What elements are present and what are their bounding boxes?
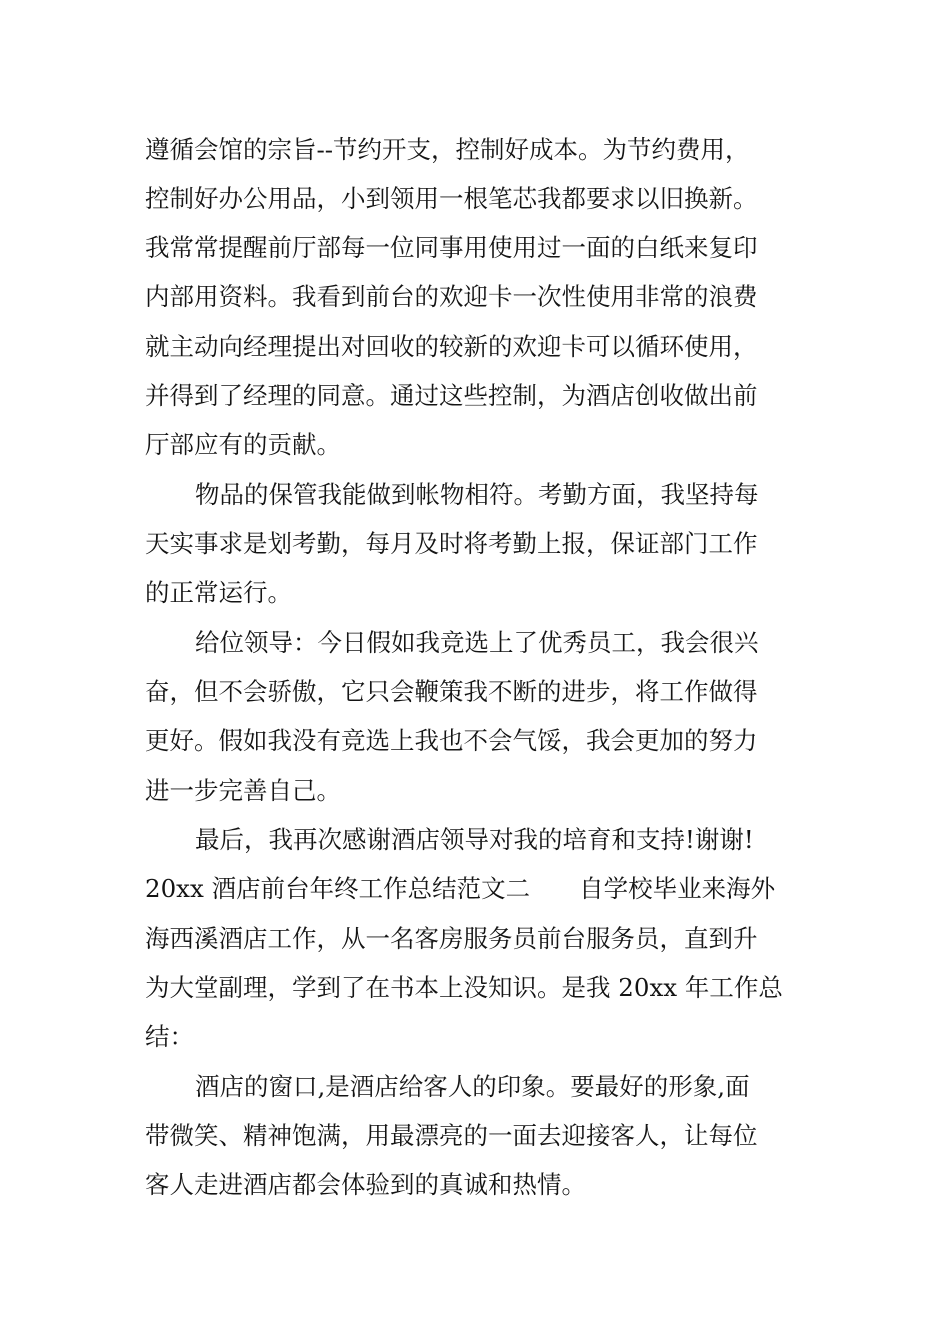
text-line: 就主动向经理提出对回收的较新的欢迎卡可以循环使用，	[145, 332, 758, 361]
section-heading-line: 20xx 酒店前台年终工作总结范文二 自学校毕业来海外	[145, 874, 776, 903]
text-line: 结：	[145, 1022, 194, 1051]
text-line: 并得到了经理的同意。通过这些控制，为酒店创收做出前	[145, 381, 758, 410]
text-line: 奋，但不会骄傲，它只会鞭策我不断的进步，将工作做得	[145, 677, 758, 706]
text-line: 更好。假如我没有竞选上我也不会气馁，我会更加的努力	[145, 726, 758, 755]
text-line: 内部用资料。我看到前台的欢迎卡一次性使用非常的浪费	[145, 282, 758, 311]
paragraph-first-line: 物品的保管我能做到帐物相符。考勤方面，我坚持每	[195, 480, 759, 509]
text-line: 带微笑、精神饱满，用最漂亮的一面去迎接客人，让每位	[145, 1121, 758, 1150]
text-line: 天实事求是划考勤，每月及时将考勤上报，保证部门工作	[145, 529, 758, 558]
text-line: 遵循会馆的宗旨--节约开支，控制好成本。为节约费用，	[145, 135, 750, 164]
text-line: 进一步完善自己。	[145, 776, 341, 805]
paragraph-first-line: 给位领导：今日假如我竞选上了优秀员工，我会很兴	[195, 628, 759, 657]
text-line: 客人走进酒店都会体验到的真诚和热情。	[145, 1170, 586, 1199]
text-line: 为大堂副理，学到了在书本上没知识。是我 20xx 年工作总	[145, 973, 783, 1002]
paragraph-first-line: 最后，我再次感谢酒店领导对我的培育和支持!谢谢!	[195, 825, 754, 854]
text-line: 控制好办公用品，小到领用一根笔芯我都要求以旧换新。	[145, 184, 758, 213]
text-line: 的正常运行。	[145, 578, 292, 607]
text-line: 厅部应有的贡献。	[145, 430, 341, 459]
paragraph-first-line: 酒店的窗口,是酒店给客人的印象。要最好的形象,面	[195, 1072, 750, 1101]
text-line: 我常常提醒前厅部每一位同事用使用过一面的白纸来复印	[145, 233, 758, 262]
text-line: 海西溪酒店工作，从一名客房服务员前台服务员，直到升	[145, 924, 758, 953]
